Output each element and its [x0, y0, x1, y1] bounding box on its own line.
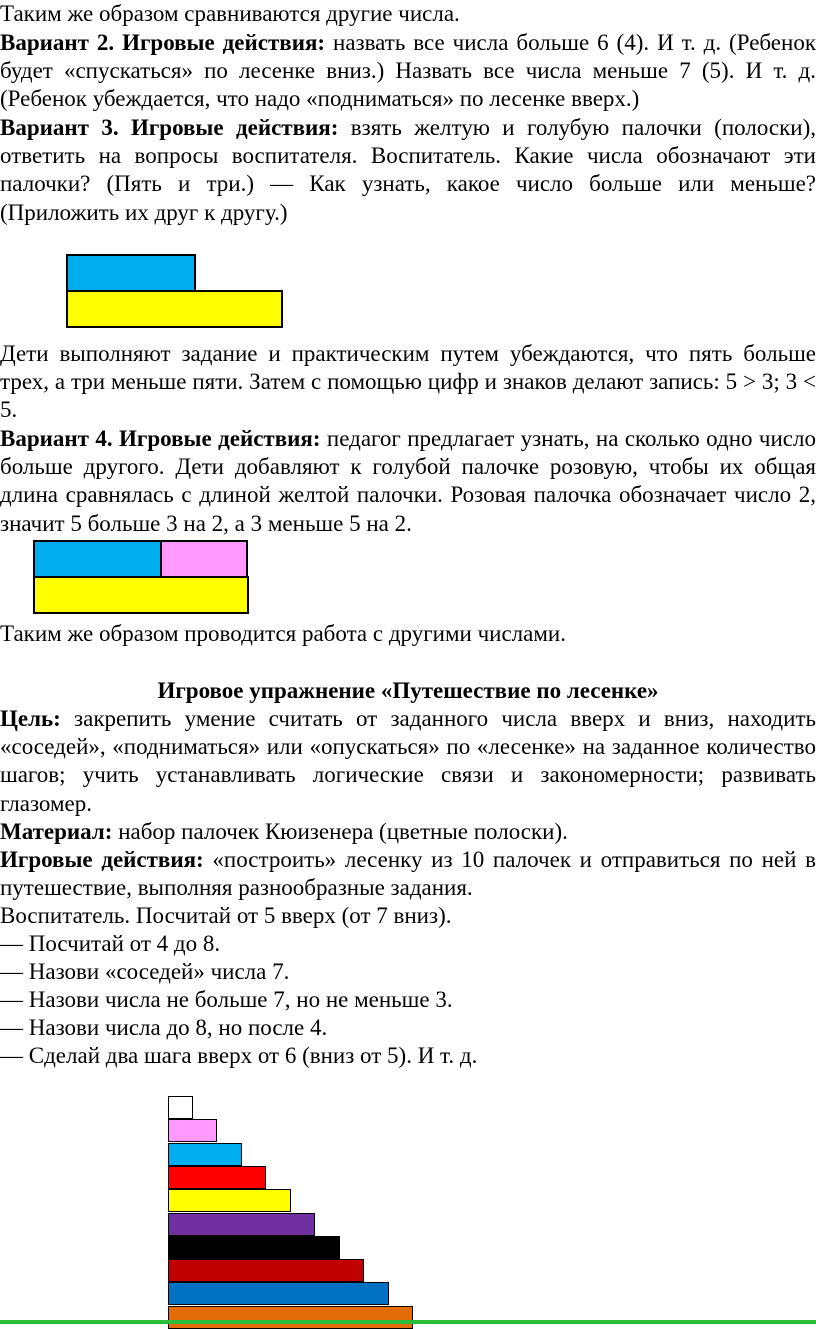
after-figure-1-paragraph: Дети выполняют задание и практическим путем убеждаются, что пять больше трех, а три меньше пяти. Затем с помощью цифр и знаков делают запись: 5 > 3; 3 < 5. [0, 341, 816, 423]
material-text: набор палочек Кюизенера (цветные полоски). [112, 819, 568, 844]
staircase-step-1 [168, 1096, 193, 1119]
variant-3-label: Вариант 3. Игровые действия: [0, 115, 339, 140]
yellow-bar-5 [33, 576, 249, 614]
variant-4-label: Вариант 4. Игровые действия: [0, 426, 321, 451]
blue-bar-3 [66, 254, 196, 292]
intro-line: Таким же образом сравниваются другие числа. [0, 1, 460, 26]
staircase-step-5 [168, 1189, 291, 1212]
actions-label: Игровые действия: [0, 847, 204, 872]
variant-2-label: Вариант 2. Игровые действия: [0, 30, 326, 55]
yellow-bar-5 [66, 290, 283, 328]
variant-3-paragraph [0, 114, 816, 227]
variant-4-paragraph [0, 425, 816, 538]
material-paragraph [0, 818, 816, 846]
teacher-line: Воспитатель. Посчитай от 5 вверх (от 7 вниз). [0, 903, 452, 928]
variant-2-paragraph [0, 29, 816, 114]
bottom-divider-line [0, 1320, 816, 1324]
goal-text: закрепить умение считать от заданного числа вверх и вниз, находить «соседей», «подниматься» или «опускаться» по «лесенке» на заданное количество шагов; учить устанавливать логические связи и закономерности; развивать глазомер. [0, 706, 816, 816]
variant-4-text: педагог предлагает узнать, на сколько одно число больше другого. Дети добавляют к голубой палочке розовую, чтобы их общая длина сравнялась с длиной желтой палочки. Розовая палочка обозначает число 2, значит 5 больше 3 на 2, а 3 меньше 5 на 2. [0, 426, 816, 536]
goal-label: Цель: [0, 706, 61, 731]
staircase-step-10 [168, 1306, 413, 1329]
exercise-heading [0, 677, 816, 705]
staircase-step-7 [168, 1236, 340, 1259]
blue-bar-3 [33, 540, 162, 578]
task-item-1: — Посчитай от 4 до 8. [0, 931, 221, 956]
variant-3-text: взять желтую и голубую палочки (полоски), ответить на вопросы воспитателя. Воспитатель. Какие числа обозначают эти палочки? (Пять и три.) — Как узнать, какое число больше или меньше? (Приложить их друг к другу.) [0, 115, 816, 225]
actions-text: «построить» лесенку из 10 палочек и отправиться по ней в путешествие, выполняя разнообразные задания. [0, 847, 816, 901]
material-label: Материал: [0, 819, 113, 844]
goal-paragraph [0, 705, 816, 818]
exercise-heading-text: Игровое упражнение «Путешествие по лесенке» [157, 678, 659, 703]
staircase-step-3 [168, 1143, 242, 1166]
after-figure-2-line: Таким же образом проводится работа с другими числами. [0, 621, 566, 646]
staircase-step-4 [168, 1166, 266, 1189]
staircase-step-8 [168, 1259, 364, 1282]
variant-2-text: назвать все числа больше 6 (4). И т. д. (Ребенок будет «спускаться» по лесенке вниз.) Назвать все числа меньше 7 (5). И т. д. (Ребенок убеждается, что надо «подниматься» по лесенке вверх.) [0, 30, 816, 112]
staircase-step-6 [168, 1213, 315, 1236]
pink-bar-2 [160, 540, 248, 578]
staircase-step-9 [168, 1282, 389, 1305]
staircase-step-2 [168, 1119, 217, 1142]
task-item-5: — Сделай два шага вверх от 6 (вниз от 5). И т. д. [0, 1043, 478, 1068]
task-item-3: — Назови числа не больше 7, но не меньше 3. [0, 987, 453, 1012]
task-item-2: — Назови «соседей» числа 7. [0, 959, 290, 984]
actions-paragraph [0, 846, 816, 902]
task-item-4: — Назови числа до 8, но после 4. [0, 1015, 328, 1040]
